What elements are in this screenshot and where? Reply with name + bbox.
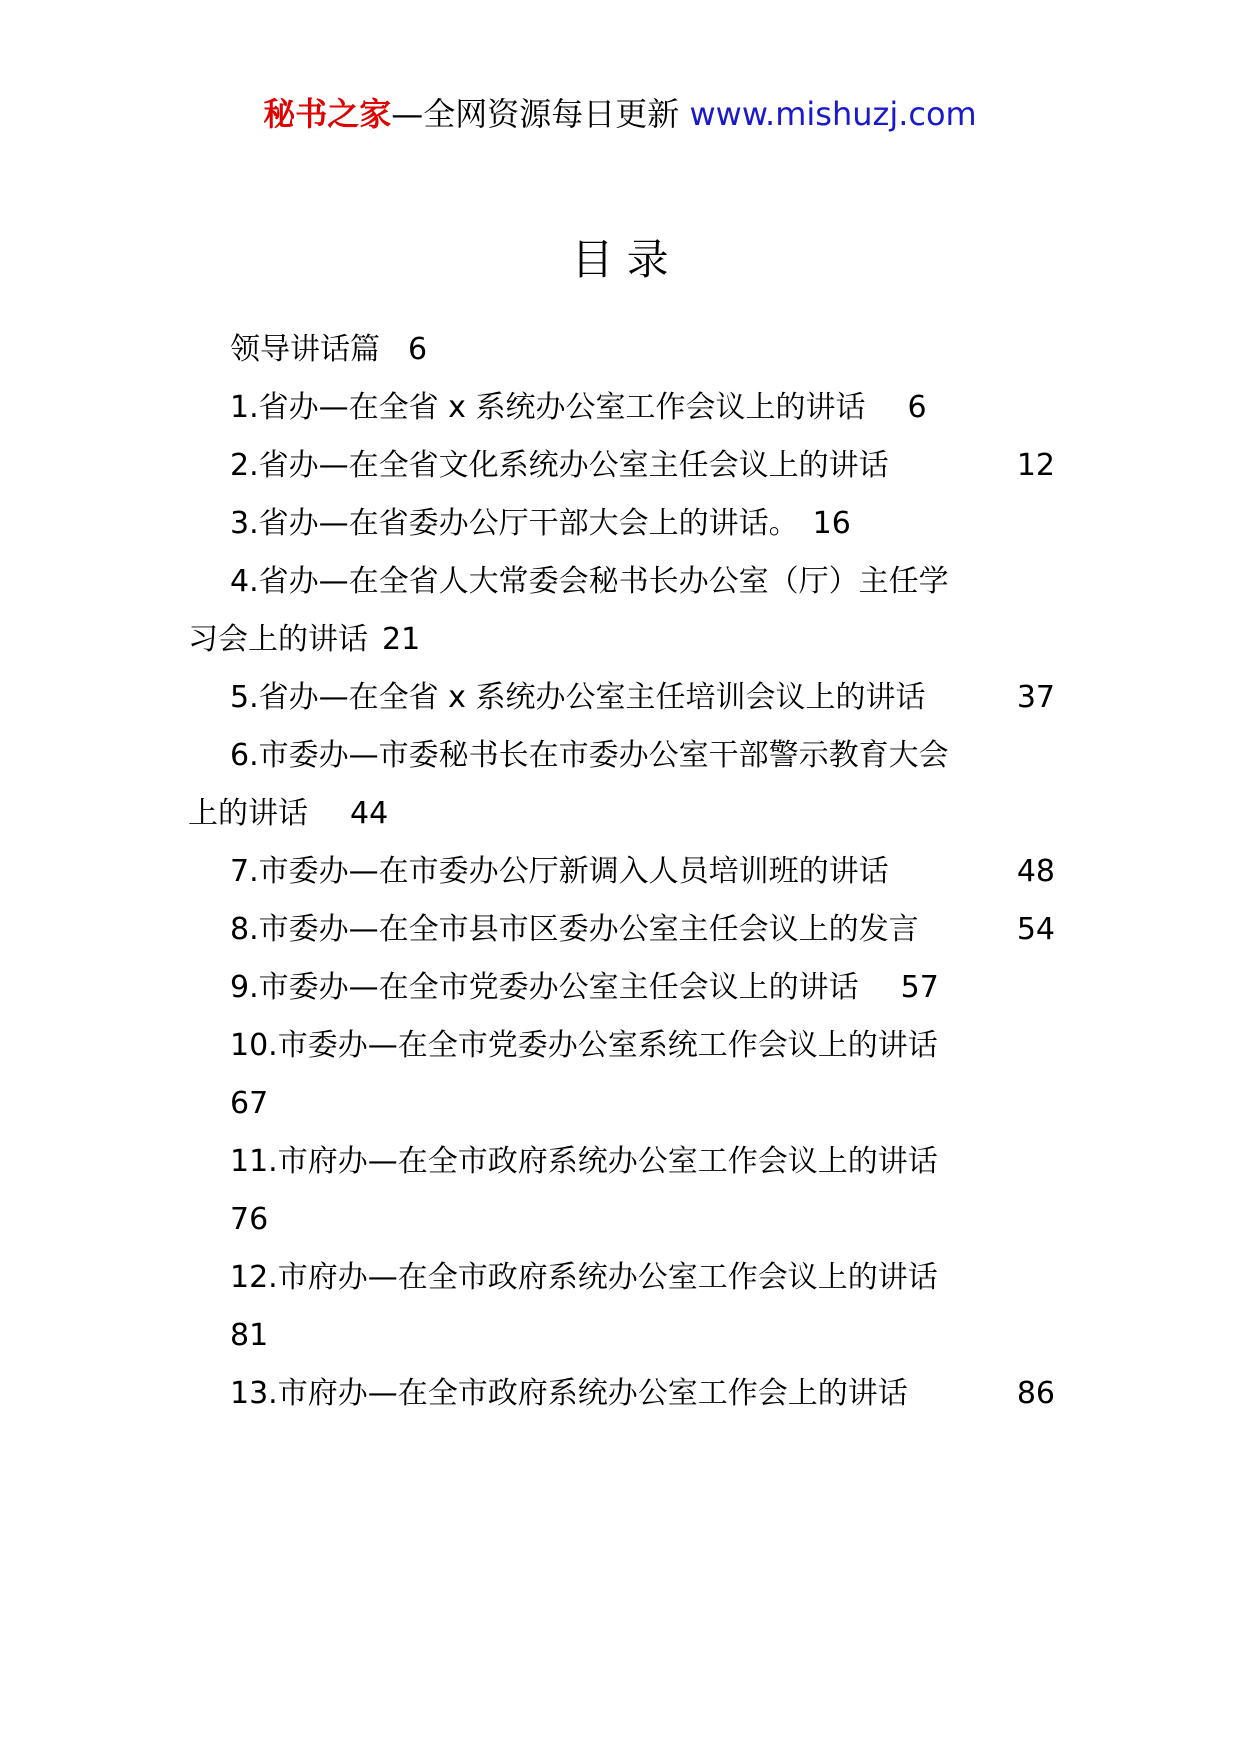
- toc-entry-text: 2.省办—在全省文化系统办公室主任会议上的讲话: [230, 448, 889, 483]
- toc-section[interactable]: [230, 328, 427, 372]
- toc-entry-page: 12: [1016, 448, 1055, 483]
- toc-entry-text: 9.市委办—在全市党委办公室主任会议上的讲话: [230, 970, 859, 1005]
- toc-entry-page: 16: [812, 506, 851, 541]
- toc-entry-text: 13.市府办—在全市政府系统办公室工作会上的讲话: [230, 1376, 908, 1411]
- toc-entry-9[interactable]: [230, 966, 1031, 1010]
- toc-entry-page: 48: [1016, 854, 1055, 889]
- toc-entry-1[interactable]: [230, 386, 1031, 430]
- toc-entry-4-continued[interactable]: [188, 618, 420, 662]
- toc-entry-6[interactable]: [230, 734, 1031, 778]
- toc-entry-12-page-line[interactable]: [230, 1314, 268, 1358]
- header-slogan: —全网资源每日更新: [391, 95, 680, 133]
- toc-entry-page: 44: [350, 796, 389, 831]
- toc-entry-text: 10.市委办—在全市党委办公室系统工作会议上的讲话: [230, 1028, 938, 1063]
- toc-entry-text: 3.省办—在省委办公厅干部大会上的讲话。: [230, 506, 799, 541]
- toc-entry-text-continued: 上的讲话: [188, 796, 308, 831]
- toc-entry-text: 11.市府办—在全市政府系统办公室工作会议上的讲话: [230, 1144, 938, 1179]
- toc-entry-page: 76: [230, 1202, 269, 1237]
- page-title: 目 录: [571, 235, 669, 284]
- toc-entry-text: 8.市委办—在全市县市区委办公室主任会议上的发言: [230, 912, 919, 947]
- toc-entry-text: 4.省办—在全省人大常委会秘书长办公室（厅）主任学: [230, 564, 949, 599]
- toc-entry-page: 21: [382, 622, 421, 657]
- toc-entry-12[interactable]: [230, 1256, 1031, 1300]
- toc-entry-page: 67: [230, 1086, 269, 1121]
- toc-entry-page: 6: [907, 390, 927, 425]
- toc-entry-text: 6.市委办—市委秘书长在市委办公室干部警示教育大会: [230, 738, 949, 773]
- toc-entry-7[interactable]: [230, 850, 1055, 894]
- toc-entry-3[interactable]: [230, 502, 1031, 546]
- toc-section-label: 领导讲话篇: [230, 332, 380, 367]
- toc-entry-text: 5.省办—在全省 x 系统办公室主任培训会议上的讲话: [230, 680, 926, 715]
- toc-entry-page: 81: [230, 1318, 269, 1353]
- toc-entry-page: 86: [1016, 1376, 1055, 1411]
- toc-entry-8[interactable]: [230, 908, 1055, 952]
- toc-entry-page: 37: [1016, 680, 1055, 715]
- toc-entry-2[interactable]: [230, 444, 1055, 488]
- site-url-link[interactable]: www.mishuzj.com: [689, 95, 977, 133]
- toc-entry-5[interactable]: [230, 676, 1055, 720]
- toc-entry-10[interactable]: [230, 1024, 1031, 1068]
- toc-entry-11[interactable]: [230, 1140, 1031, 1184]
- toc-entry-page: 57: [900, 970, 939, 1005]
- toc-entry-11-page-line[interactable]: [230, 1198, 268, 1242]
- brand-name: 秘书之家: [263, 95, 392, 133]
- toc-entry-text-continued: 习会上的讲话: [188, 622, 368, 657]
- toc-entry-6-continued[interactable]: [188, 792, 388, 836]
- toc-entry-text: 12.市府办—在全市政府系统办公室工作会议上的讲话: [230, 1260, 938, 1295]
- site-header: [0, 92, 1240, 136]
- toc-entry-4[interactable]: [230, 560, 1031, 604]
- toc-section-page: 6: [408, 332, 428, 367]
- toc-entry-text: 1.省办—在全省 x 系统办公室工作会议上的讲话: [230, 390, 866, 425]
- toc-entry-10-page-line[interactable]: [230, 1082, 268, 1126]
- toc-entry-page: 54: [1016, 912, 1055, 947]
- toc-entry-13[interactable]: [230, 1372, 1055, 1416]
- toc-entry-text: 7.市委办—在市委办公厅新调入人员培训班的讲话: [230, 854, 889, 889]
